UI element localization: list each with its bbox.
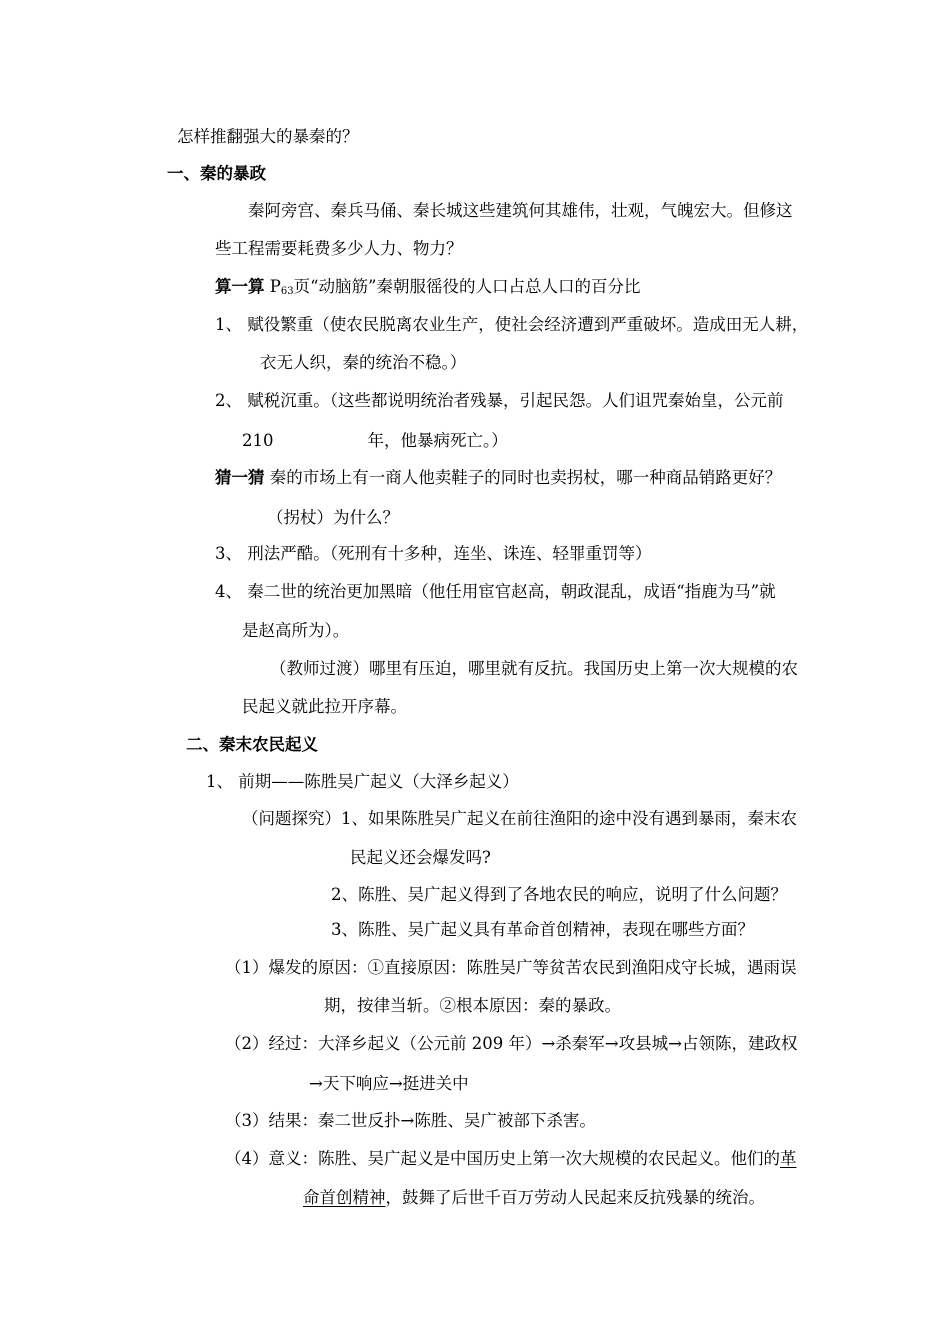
process-line2: →天下响应→挺进关中 [309,1074,469,1093]
calc-text: 页“动脑筋”秦朝服徭役的人口占总人口的百分比 [293,277,641,296]
meaning-underline-part1: 革 [780,1149,797,1168]
calc-page-ref: $P_{63}$ [269,277,294,297]
item-1-line2: 衣无人织，秦的统治不稳。） [260,353,467,372]
item-3: 3、 刑法严酷。（死刑有十多种，连坐、诛连、轻罪重罚等） [215,544,652,563]
process-line1: （2）经过：大泽乡起义（公元前 209 年）→杀秦军→攻县城→占领陈，建政权 [225,1034,798,1053]
guess-exercise-line [215,467,781,489]
early-period-line: 1、 前期——陈胜吴广起义（大泽乡起义） [206,772,519,791]
item-2-text: 年，他暴病死亡。） [367,431,508,450]
meaning-line1: （4）意义：陈胜、吴广起义是中国历史上第一次大规模的农民起义。他们的革 [225,1149,797,1168]
guess-label: 猜一猜 [215,468,265,487]
inquiry-q2: 2、陈胜、吴广起义得到了各地农民的响应，说明了什么问题？ [331,885,787,904]
sec1-para1-line2: 些工程需要耗费多少人力、物力？ [215,239,463,258]
section-1-heading: 一、秦的暴政 [167,164,266,183]
intro-question: 怎样推翻强大的暴秦的？ [177,127,359,146]
item-1-line1: 1、 赋役繁重（使农民脱离农业生产，使社会经济遭到严重破坏。造成田无人耕， [215,315,809,334]
result-line: （3）结果：秦二世反扑→陈胜、吴广被部下杀害。 [225,1111,596,1130]
cause-line2: 期，按律当斩。②根本原因：秦的暴政。 [324,996,621,1015]
guess-answer: （拐杖）为什么？ [267,508,399,527]
teacher-transition-line1: （教师过渡）哪里有压迫，哪里就有反抗。我国历史上第一次大规模的农 [270,659,798,678]
sec1-para1-line1: 秦阿旁宫、秦兵马俑、秦长城这些建筑何其雄伟，壮观，气魄宏大。但修这 [248,201,793,220]
calc-label: 算一算 [215,277,265,296]
cause-line1: （1）爆发的原因：①直接原因：陈胜吴广等贫苦农民到渔阳戍守长城，遇雨误 [225,958,797,977]
inquiry-q1-line2: 民起义还会爆发吗? [350,848,491,867]
item-2-line1: 2、 赋税沉重。（这些都说明统治者残暴，引起民怨。人们诅咒秦始皇，公元前 [215,391,784,410]
guess-text: 秦的市场上有一商人他卖鞋子的同时也卖拐杖，哪一种商品销路更好？ [269,468,782,487]
section-2-heading: 二、秦末农民起义 [186,735,318,754]
item-2-line2 [242,430,508,452]
item-4-line1: 4、 秦二世的统治更加黑暗（他任用宦官赵高，朝政混乱，成语“指鹿为马”就 [215,582,776,601]
item-2-year: 210 [242,431,274,450]
meaning-underline-part2: 命首创精神 [303,1188,386,1207]
inquiry-q1-line1: （问题探究）1、如果陈胜吴广起义在前往渔阳的途中没有遇到暴雨，秦末农 [242,809,797,828]
item-4-line2: 是赵高所为）。 [242,621,350,640]
teacher-transition-line2: 民起义就此拉开序幕。 [242,697,407,716]
inquiry-q3: 3、陈胜、吴广起义具有革命首创精神，表现在哪些方面？ [331,920,754,939]
calc-exercise-line [215,276,640,303]
meaning-line2: 命首创精神，鼓舞了后世千百万劳动人民起来反抗残暴的统治。 [303,1188,765,1207]
